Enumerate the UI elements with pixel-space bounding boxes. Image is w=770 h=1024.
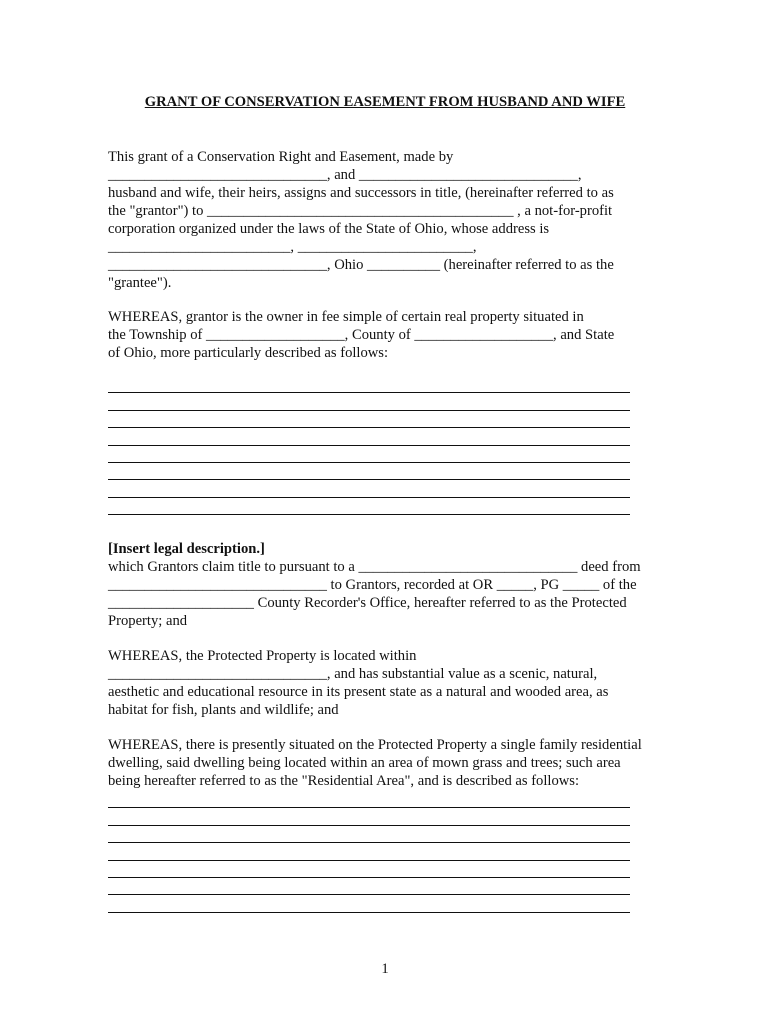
blank-line <box>108 843 630 860</box>
text-line: being hereafter referred to as the "Residential Area", and is described as follows: <box>108 773 580 789</box>
blank-line <box>108 861 630 878</box>
blank-line <box>108 463 630 480</box>
blank-line <box>108 808 630 825</box>
legal-description-blank-lines <box>108 376 668 515</box>
text-line: habitat for fish, plants and wildlife; and <box>108 702 339 718</box>
title-claim-paragraph <box>108 540 668 630</box>
text-line: ______________________________, and ______________________________, <box>108 167 582 183</box>
text-line: ______________________________ to Grantors, recorded at OR _____, PG _____ of the <box>108 577 637 593</box>
blank-line <box>108 826 630 843</box>
document-title: GRANT OF CONSERVATION EASEMENT FROM HUSBAND AND WIFE <box>144 94 626 110</box>
page-number: 1 <box>381 961 389 977</box>
text-line: WHEREAS, there is presently situated on the Protected Property a single family residential <box>108 737 642 753</box>
text-line: WHEREAS, grantor is the owner in fee simple of certain real property situated in <box>108 309 584 325</box>
text-line: dwelling, said dwelling being located within an area of mown grass and trees; such area <box>108 755 621 771</box>
blank-line <box>108 498 630 515</box>
text-line: _________________________, ________________________, <box>108 239 477 255</box>
blank-line <box>108 895 630 912</box>
text-line: "grantee"). <box>108 275 172 291</box>
blank-line <box>108 428 630 445</box>
text-line: corporation organized under the laws of the State of Ohio, whose address is <box>108 221 550 237</box>
text-line: the "grantor") to __________________________________________ , a not-for-profit <box>108 203 613 219</box>
text-line: husband and wife, their heirs, assigns and successors in title, (hereinafter referred to as <box>108 185 614 201</box>
blank-line <box>108 446 630 463</box>
text-line: This grant of a Conservation Right and Easement, made by <box>108 149 454 165</box>
blank-line <box>108 878 630 895</box>
blank-line <box>108 411 630 428</box>
blank-line <box>108 393 630 410</box>
text-line: Property; and <box>108 613 188 629</box>
text-line: ____________________ County Recorder's Office, hereafter referred to as the Protected <box>108 595 627 611</box>
whereas-residential-paragraph <box>108 736 668 790</box>
text-line: of Ohio, more particularly described as follows: <box>108 345 389 361</box>
blank-line <box>108 376 630 393</box>
text-line: ______________________________, Ohio __________ (hereinafter referred to as the <box>108 257 614 273</box>
text-line: aesthetic and educational resource in its present state as a natural and wooded area, as <box>108 684 609 700</box>
text-line: WHEREAS, the Protected Property is located within <box>108 648 417 664</box>
whereas-owner-paragraph <box>108 308 668 362</box>
residential-area-blank-lines <box>108 791 668 913</box>
whereas-location-paragraph <box>108 647 668 719</box>
text-line: which Grantors claim title to pursuant to a ______________________________ deed from <box>108 559 641 575</box>
blank-line <box>108 480 630 497</box>
text-line: ______________________________, and has substantial value as a scenic, natural, <box>108 666 598 682</box>
blank-line <box>108 791 630 808</box>
intro-paragraph <box>108 148 668 292</box>
insert-legal-description-heading: [Insert legal description.] <box>108 541 265 557</box>
text-line: the Township of ___________________, County of ___________________, and State <box>108 327 615 343</box>
